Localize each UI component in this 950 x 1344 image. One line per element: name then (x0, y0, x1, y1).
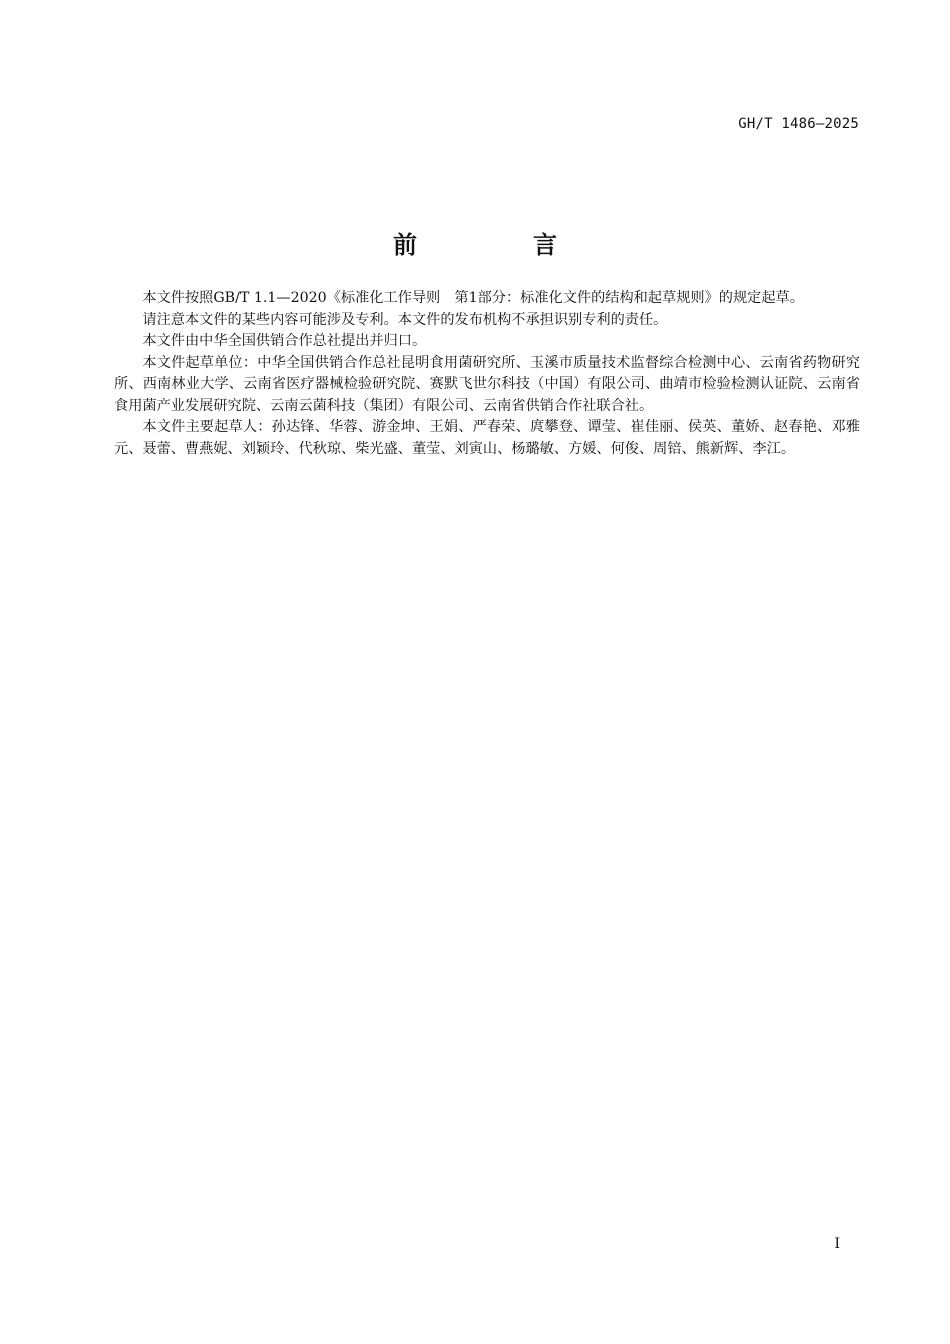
paragraph-drafting-units: 本文件起草单位：中华全国供销合作总社昆明食用菌研究所、玉溪市质量技术监督综合检测中心、云南省药物研究所、西南林业大学、云南省医疗器械检验研究院、赛默飞世尔科技（中国）有限公司、曲靖市检验检测认证院、云南省食用菌产业发展研究院、云南云菌科技（集团）有限公司、云南省供销合作社联合社。 (114, 354, 860, 414)
paragraph-proposer: 本文件由中华全国供销合作总社提出并归口。 (142, 333, 427, 349)
page-number: I (834, 1236, 840, 1252)
document-code: GH/T 1486—2025 (738, 116, 859, 132)
paragraph-drafting-rules: 本文件按照GB/T 1.1—2020《标准化工作导则 第1部分：标准化文件的结构和起草规则》的规定起草。 (142, 290, 804, 306)
foreword-body (114, 288, 860, 460)
paragraph-patent-notice: 请注意本文件的某些内容可能涉及专利。本文件的发布机构不承担识别专利的责任。 (142, 311, 668, 328)
paragraph-drafters: 本文件主要起草人：孙达锋、华蓉、游金坤、王娟、严春荣、庹攀登、谭莹、崔佳丽、侯英、董娇、赵春艳、邓雅元、聂蕾、曹燕妮、刘颖玲、代秋琼、柴光盛、董莹、刘寅山、杨璐敏、方媛、何俊、周锫、熊新辉、李江。 (114, 419, 860, 457)
page-title: 前 言 (393, 231, 603, 259)
